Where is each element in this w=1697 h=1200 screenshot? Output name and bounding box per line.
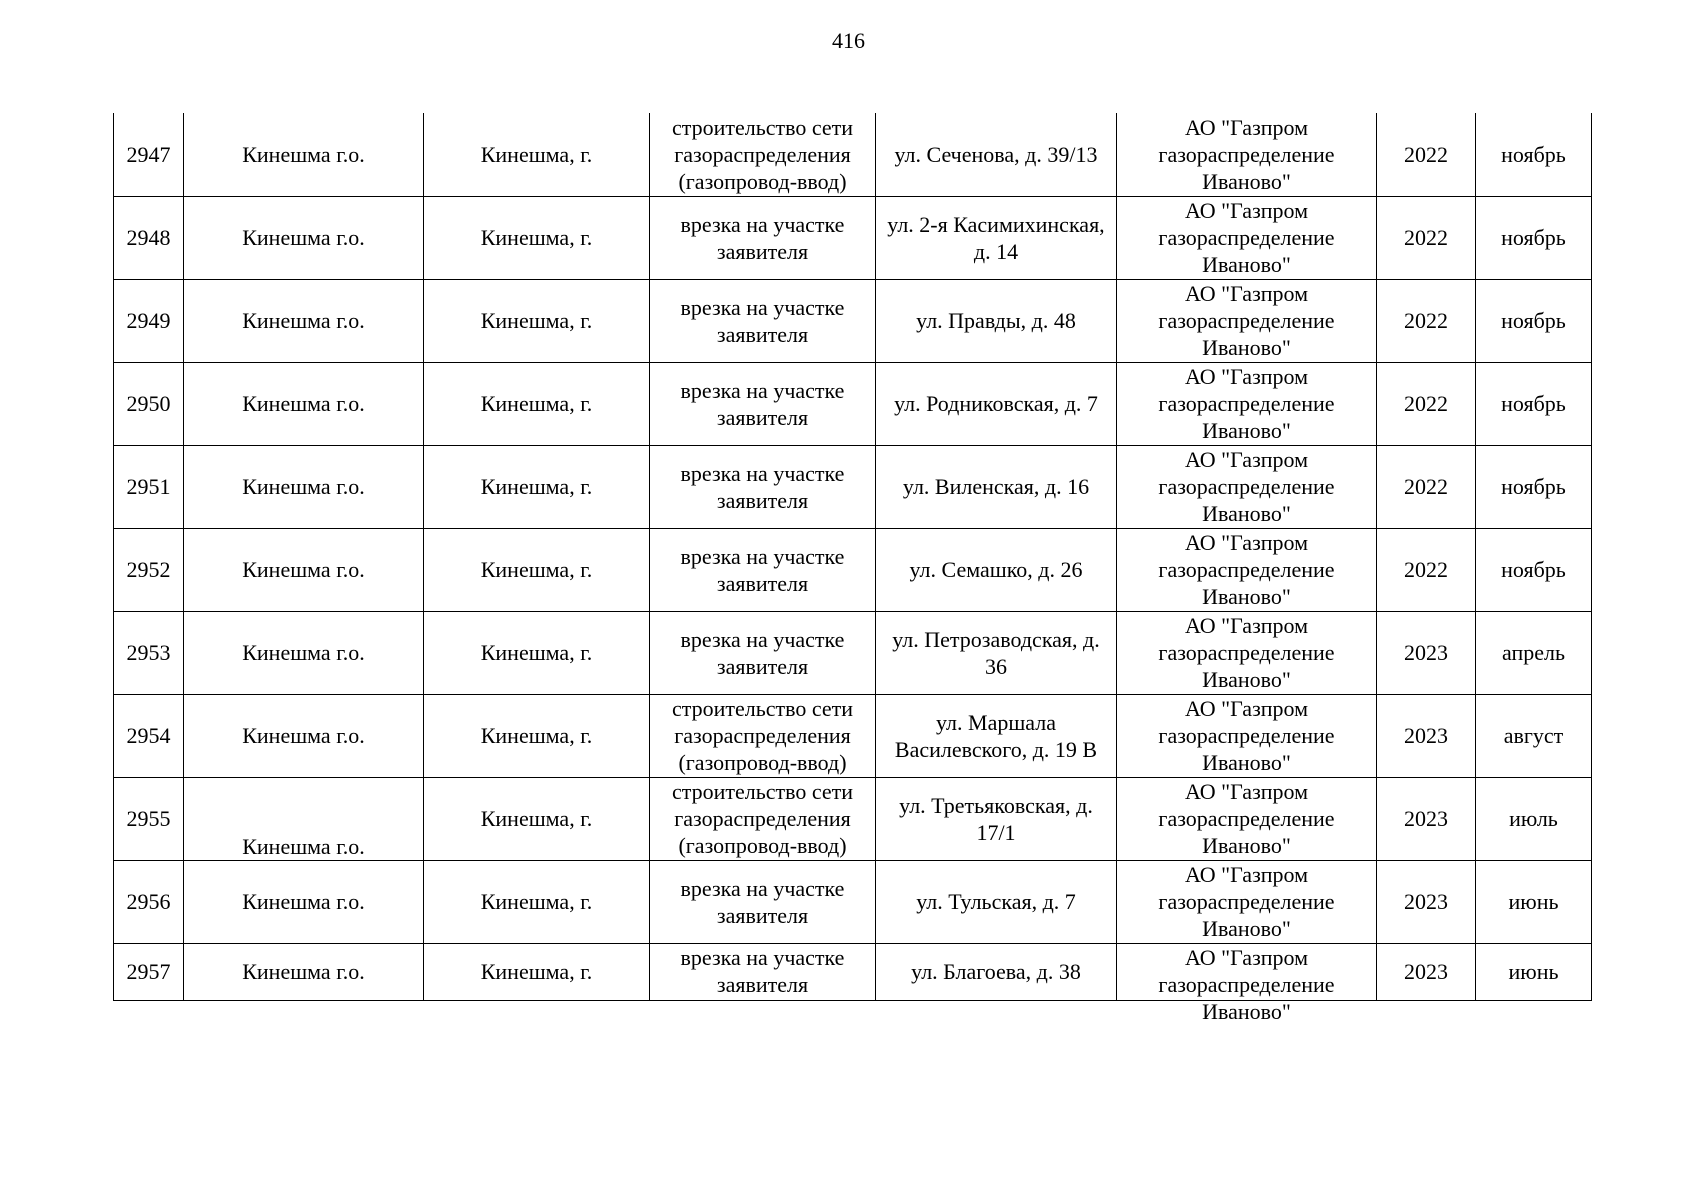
settlement-cell: Кинешма, г. — [424, 445, 650, 528]
district-cell: Кинешма г.о. — [184, 860, 424, 943]
work-type-text: врезка на участке заявителя — [680, 944, 845, 997]
table-row — [114, 777, 1592, 860]
settlement-cell: Кинешма, г. — [424, 279, 650, 362]
row-number: 2948 — [114, 196, 184, 279]
organization-cell: АО "Газпром газораспределение Иваново" — [1117, 362, 1377, 445]
table-body — [114, 113, 1592, 1024]
month-cell: июнь — [1476, 943, 1592, 1000]
row-number: 2954 — [114, 694, 184, 777]
work-type-cell: врезка на участке заявителя — [650, 611, 876, 694]
address-cell: ул. Правды, д. 48 — [876, 279, 1117, 362]
row-number: 2949 — [114, 279, 184, 362]
district-cell: Кинешма г.о. — [184, 196, 424, 279]
year-cell: 2022 — [1377, 279, 1476, 362]
row-number: 2951 — [114, 445, 184, 528]
settlement-cell: Кинешма, г. — [424, 777, 650, 860]
settlement-cell: Кинешма, г. — [424, 611, 650, 694]
settlement-cell: Кинешма, г. — [424, 113, 650, 196]
settlement-cell: Кинешма, г. — [424, 528, 650, 611]
table-row — [114, 943, 1592, 1000]
district-cell: Кинешма г.о. — [184, 694, 424, 777]
year-cell: 2023 — [1377, 860, 1476, 943]
row-number: 2950 — [114, 362, 184, 445]
organization-cell: АО "Газпром газораспределение Иваново" — [1117, 611, 1377, 694]
organization-cell: АО "Газпром газораспределение Иваново" — [1117, 445, 1377, 528]
year-cell: 2023 — [1377, 943, 1476, 1000]
year-cell: 2022 — [1377, 113, 1476, 196]
table-row — [114, 196, 1592, 279]
organization-text: АО "Газпром газораспределение Иваново" — [1158, 944, 1335, 1024]
district-cell: Кинешма г.о. — [184, 528, 424, 611]
settlement-cell: Кинешма, г. — [424, 943, 650, 1000]
district-cell: Кинешма г.о. — [184, 113, 424, 196]
row-number: 2957 — [114, 943, 184, 1000]
organization-cell: АО "Газпром газораспределение Иваново" — [1117, 196, 1377, 279]
year-cell: 2022 — [1377, 445, 1476, 528]
year-cell: 2022 — [1377, 196, 1476, 279]
address-cell: ул. Семашко, д. 26 — [876, 528, 1117, 611]
organization-cell: АО "Газпром газораспределение Иваново" — [1117, 279, 1377, 362]
row-number: 2952 — [114, 528, 184, 611]
row-number: 2947 — [114, 113, 184, 196]
district-cell: Кинешма г.о. — [184, 611, 424, 694]
work-type-cell: врезка на участке заявителя — [650, 445, 876, 528]
table-row — [114, 694, 1592, 777]
address-cell: ул. Третьяковская, д. 17/1 — [876, 777, 1117, 860]
organization-cell: АО "Газпром газораспределение Иваново" — [1117, 528, 1377, 611]
organization-cell: АО "Газпром газораспределение Иваново" — [1117, 113, 1377, 196]
work-type-cell: врезка на участке заявителя — [650, 196, 876, 279]
work-type-cell: врезка на участке заявителя — [650, 362, 876, 445]
district-cell: Кинешма г.о. — [184, 445, 424, 528]
row-number: 2956 — [114, 860, 184, 943]
district-cell: Кинешма г.о. — [184, 362, 424, 445]
address-cell: ул. Родниковская, д. 7 — [876, 362, 1117, 445]
address-cell: ул. Благоева, д. 38 — [876, 943, 1117, 1000]
district-cell: Кинешма г.о. — [184, 943, 424, 1000]
organization-cell: АО "Газпром газораспределение Иваново" — [1117, 694, 1377, 777]
month-cell: июнь — [1476, 860, 1592, 943]
district-cell: Кинешма г.о. — [184, 777, 424, 860]
year-cell: 2022 — [1377, 528, 1476, 611]
table-row — [114, 279, 1592, 362]
table-row — [114, 611, 1592, 694]
month-cell: август — [1476, 694, 1592, 777]
settlement-cell: Кинешма, г. — [424, 860, 650, 943]
row-number: 2955 — [114, 777, 184, 860]
work-type-cell — [650, 943, 876, 1000]
table-row — [114, 528, 1592, 611]
address-cell: ул. Маршала Василевского, д. 19 В — [876, 694, 1117, 777]
year-cell: 2023 — [1377, 694, 1476, 777]
work-type-cell: врезка на участке заявителя — [650, 528, 876, 611]
month-cell: ноябрь — [1476, 113, 1592, 196]
work-type-cell: строительство сети газораспределения (газопровод-ввод) — [650, 777, 876, 860]
address-cell: ул. Виленская, д. 16 — [876, 445, 1117, 528]
gasification-table — [113, 113, 1592, 1024]
month-cell: ноябрь — [1476, 279, 1592, 362]
settlement-cell: Кинешма, г. — [424, 196, 650, 279]
address-cell: ул. Петрозаводская, д. 36 — [876, 611, 1117, 694]
organization-cell — [1117, 943, 1377, 1024]
work-type-cell: строительство сети газораспределения (газопровод-ввод) — [650, 113, 876, 196]
address-cell: ул. Тульская, д. 7 — [876, 860, 1117, 943]
month-cell: ноябрь — [1476, 196, 1592, 279]
month-cell: ноябрь — [1476, 445, 1592, 528]
address-cell: ул. Сеченова, д. 39/13 — [876, 113, 1117, 196]
table-row — [114, 860, 1592, 943]
organization-cell: АО "Газпром газораспределение Иваново" — [1117, 777, 1377, 860]
row-number: 2953 — [114, 611, 184, 694]
settlement-cell: Кинешма, г. — [424, 694, 650, 777]
month-cell: апрель — [1476, 611, 1592, 694]
page-number: 416 — [832, 28, 865, 53]
month-cell: ноябрь — [1476, 362, 1592, 445]
settlement-cell: Кинешма, г. — [424, 362, 650, 445]
work-type-cell: врезка на участке заявителя — [650, 860, 876, 943]
table-row — [114, 445, 1592, 528]
work-type-cell: строительство сети газораспределения (газопровод-ввод) — [650, 694, 876, 777]
month-cell: июль — [1476, 777, 1592, 860]
year-cell: 2023 — [1377, 777, 1476, 860]
month-cell: ноябрь — [1476, 528, 1592, 611]
work-type-cell: врезка на участке заявителя — [650, 279, 876, 362]
district-cell: Кинешма г.о. — [184, 279, 424, 362]
table-row — [114, 362, 1592, 445]
year-cell: 2023 — [1377, 611, 1476, 694]
organization-cell: АО "Газпром газораспределение Иваново" — [1117, 860, 1377, 943]
address-cell: ул. 2-я Касимихинская, д. 14 — [876, 196, 1117, 279]
table-row — [114, 113, 1592, 196]
year-cell: 2022 — [1377, 362, 1476, 445]
